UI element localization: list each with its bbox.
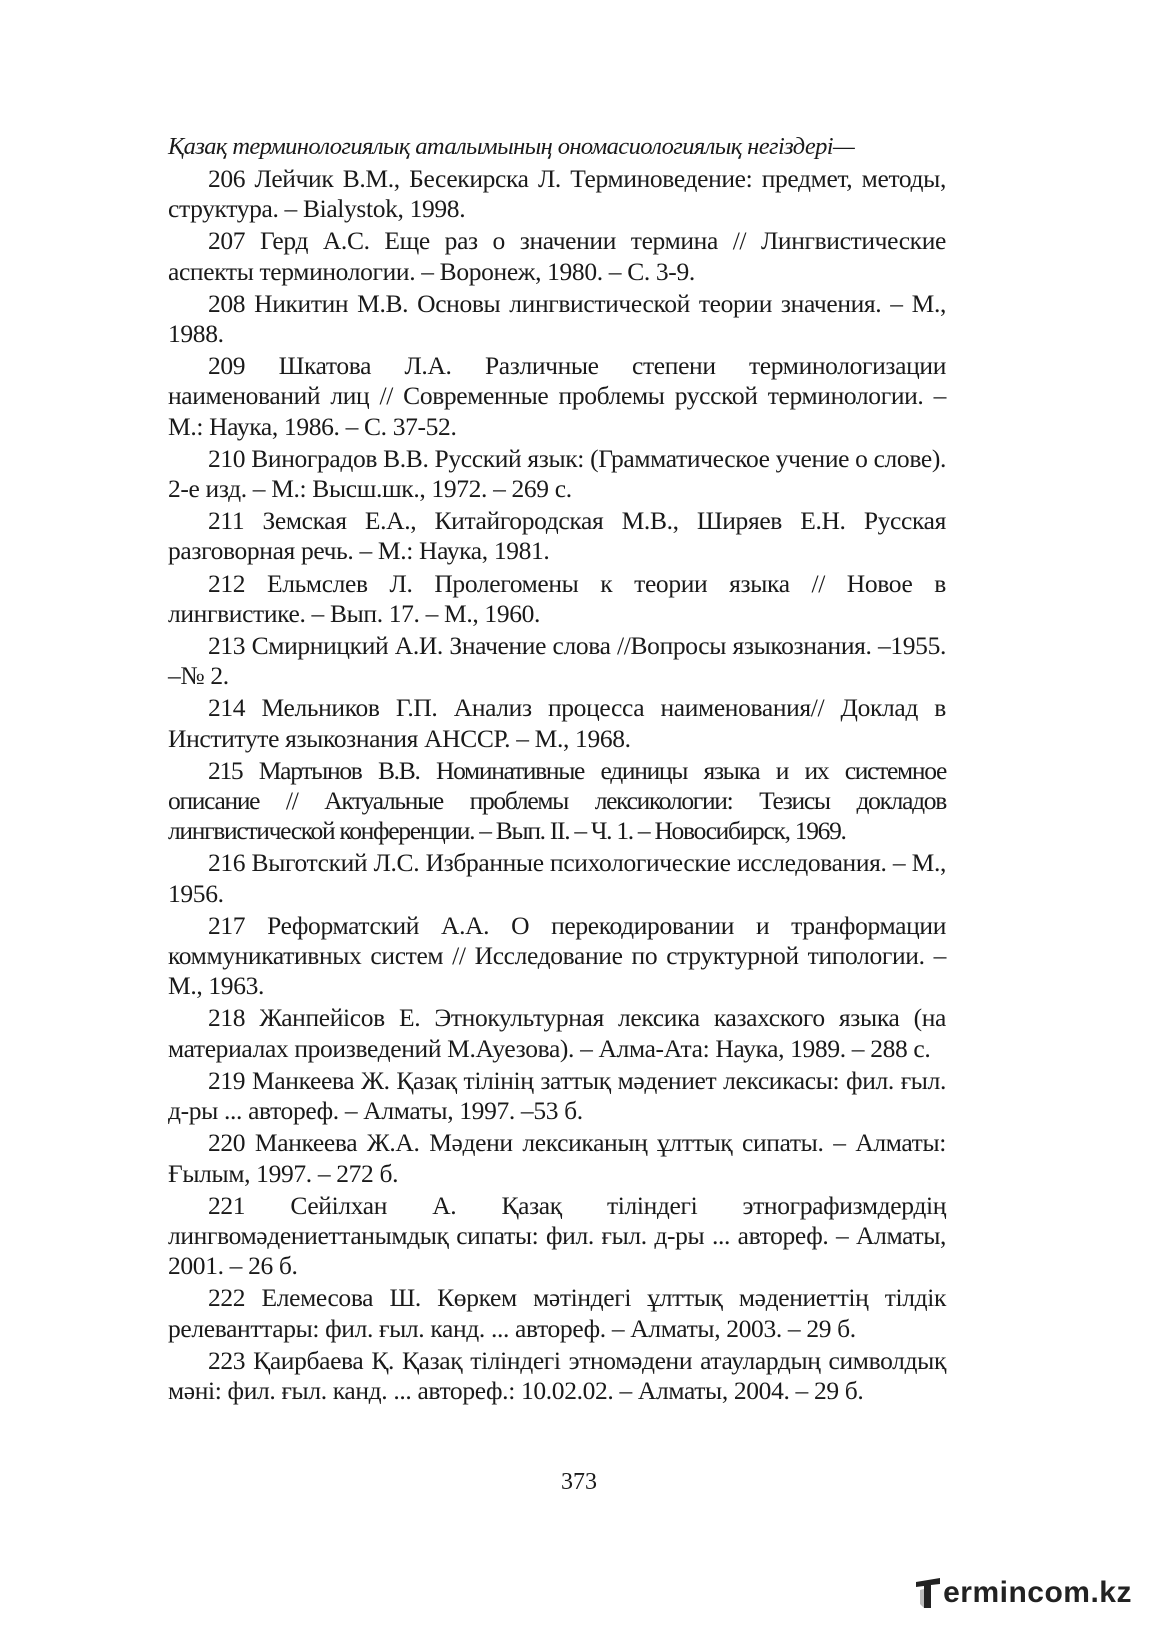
reference-item: 217 Реформатский А.А. О перекодировании и транформации коммуникативных систем // Исследование по структурной типологии. – М., 1963. (168, 910, 946, 1001)
reference-item: 211 Земская Е.А., Китайгородская М.В., Ширяев Е.Н. Русская разговорная речь. – М.: Наука, 1981. (168, 506, 946, 566)
reference-item: 206 Лейчик В.М., Бесекирска Л. Терминоведение: предмет, методы, структура. – Bialystok, 1998. (168, 164, 946, 224)
reference-item: 215 Мартынов В.В. Номинативные единицы языка и их системное описание // Актуальные проблемы лексикологии: Тезисы докладов лингвистической конференции. – Вып. II. – Ч. 1. – Новосибирск, 1969. (168, 755, 946, 846)
watermark (914, 1571, 1132, 1615)
reference-item: 220 Манкеева Ж.А. Мәдени лексиканың ұлттық сипаты. – Алматы: Ғылым, 1997. – 272 б. (168, 1128, 946, 1188)
reference-item: 223 Қаирбаева Қ. Қазақ тіліндегі этномәдени атаулардың символдық мәні: фил. ғыл. канд. ... автореф.: 10.02.02. – Алматы, 2004. – 29 б. (168, 1345, 946, 1405)
reference-item: 213 Смирницкий А.И. Значение слова //Вопросы языкознания. –1955. –№ 2. (168, 631, 946, 691)
reference-item: 210 Виноградов В.В. Русский язык: (Грамматическое учение о слове). 2-е изд. – М.: Высш.шк., 1972. – 269 с. (168, 443, 946, 504)
reference-item: 221 Сейілхан А. Қазақ тіліндегі этнографизмдердің лингвомәдениеттанымдық сипаты: фил. ғыл. д-ры ... автореф. – Алматы, 2001. – 26 б. (168, 1190, 946, 1281)
document-page (168, 132, 946, 1408)
reference-item: 218 Жанпейісов Е. Этнокультурная лексика казахского языка (на материалах произведений М.Ауезова). – Алма-Ата: Наука, 1989. – 288 с. (168, 1003, 946, 1063)
reference-list (168, 164, 946, 1406)
t-letter-logo-icon (914, 1576, 943, 1610)
reference-item: 207 Герд А.С. Еще раз о значении термина // Лингвистические аспекты терминологии. – Воронеж, 1980. – С. 3-9. (168, 226, 946, 286)
reference-item: 216 Выготский Л.С. Избранные психологические исследования. – М., 1956. (168, 848, 946, 908)
reference-item: 219 Манкеева Ж. Қазақ тілінің заттық мәдениет лексикасы: фил. ғыл. д-ры ... автореф. – Алматы, 1997. –53 б. (168, 1065, 946, 1126)
page-number: 373 (561, 1469, 597, 1495)
reference-item: 212 Ельмслев Л. Пролегомены к теории языка // Новое в лингвистике. – Вып. 17. – М., 1960. (168, 568, 946, 628)
watermark-text: ermincom.kz (943, 1576, 1132, 1609)
running-header: Қазақ терминологиялық аталымының ономасиологиялық негіздері— (168, 133, 855, 160)
reference-item: 222 Елемесова Ш. Көркем мәтіндегі ұлттық мәдениеттің тілдік релеванттары: фил. ғыл. канд. ... автореф. – Алматы, 2003. – 29 б. (168, 1283, 946, 1343)
reference-item: 208 Никитин М.В. Основы лингвистической теории значения. – М., 1988. (168, 288, 946, 349)
reference-item: 209 Шкатова Л.А. Различные степени терминологизации наименований лиц // Современные проблемы русской терминологии. – М.: Наука, 1986. – С. 37-52. (168, 351, 946, 441)
reference-item: 214 Мельников Г.П. Анализ процесса наименования// Доклад в Институте языкознания АНССР. – М., 1968. (168, 693, 946, 753)
